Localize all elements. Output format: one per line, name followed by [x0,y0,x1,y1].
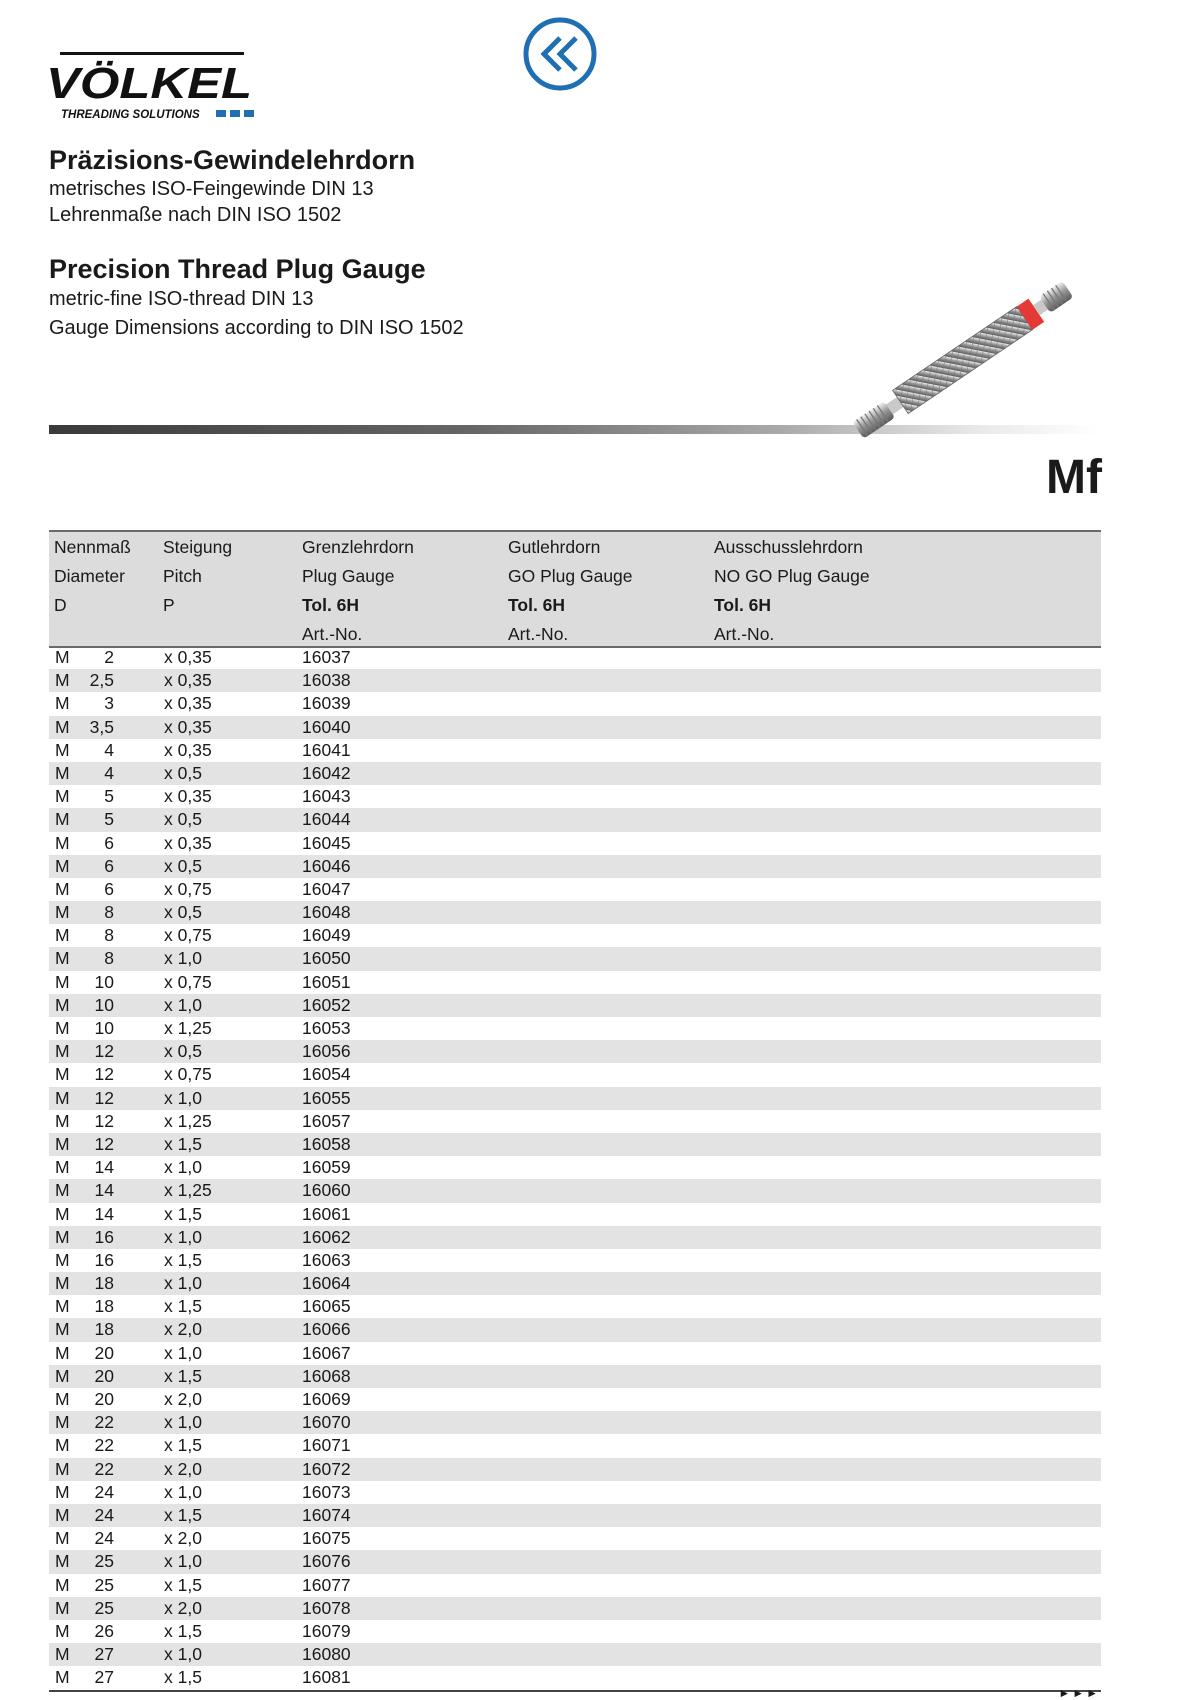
double-chevron-left-circle-icon[interactable] [522,16,598,92]
article-number: 16057 [302,1110,351,1131]
pitch: x 1,5 [164,1203,202,1224]
article-number: 16069 [302,1389,351,1409]
table-row [49,785,1101,808]
article-number: 16064 [302,1273,351,1294]
column-header-go-plug-gauge: Gutlehrdorn GO Plug Gauge Tol. 6H Art.-No. [508,537,633,644]
table-row [49,1458,1101,1481]
nominal-diameter: 12 [94,1133,114,1154]
thread-prefix: M [55,1435,70,1456]
thread-prefix: M [55,1296,70,1317]
thread-prefix: M [55,1203,70,1224]
article-number: 16059 [302,1157,351,1178]
nominal-diameter: 22 [94,1412,114,1433]
article-number: 16060 [302,1180,351,1201]
article-number: 16076 [302,1551,351,1572]
table-row [49,1087,1101,1110]
pitch: x 0,5 [164,809,202,830]
nominal-diameter: 24 [94,1481,114,1502]
nominal-diameter: 12 [94,1041,114,1062]
table-row [49,762,1101,785]
article-number: 16058 [302,1133,351,1154]
table-row [49,1388,1101,1411]
nominal-diameter: 14 [94,1157,114,1178]
nominal-diameter: 25 [94,1597,114,1618]
table-row [49,994,1101,1017]
thread-prefix: M [55,809,70,830]
thread-prefix: M [55,762,70,783]
nominal-diameter: 26 [94,1620,114,1641]
nominal-diameter: 16 [94,1249,114,1270]
subtitle-german-dimensions: Lehrenmaße nach DIN ISO 1502 [49,204,342,226]
table-row [49,924,1101,947]
pitch: x 0,35 [164,670,212,691]
thread-prefix: M [55,1458,70,1479]
pitch: x 0,35 [164,693,212,714]
article-number: 16079 [302,1620,351,1641]
thread-plug-gauge-image [825,245,1115,465]
thread-prefix: M [55,1180,70,1201]
pitch: x 1,5 [164,1504,202,1525]
article-number: 16074 [302,1504,351,1525]
pitch: x 1,5 [164,1133,202,1154]
table-row [49,1666,1101,1689]
thread-prefix: M [55,1018,70,1038]
thread-prefix: M [55,739,70,760]
pitch: x 1,0 [164,1551,202,1572]
subtitle-english-standard: metric-fine ISO-thread DIN 13 [49,288,314,310]
pitch: x 0,35 [164,647,212,667]
table-row [49,646,1101,669]
pitch: x 2,0 [164,1528,202,1549]
triple-arrow-right-icon[interactable]: ►►► [1058,1686,1100,1700]
svg-text:VÖLKEL: VÖLKEL [46,59,253,108]
nominal-diameter: 22 [94,1435,114,1456]
column-header-pitch: Steigung Pitch P [163,537,233,615]
article-number: 16056 [302,1041,351,1062]
thread-prefix: M [55,878,70,899]
article-number: 16048 [302,902,351,923]
article-number: 16051 [302,971,351,992]
table-header [49,530,1101,648]
title-block-german [49,144,415,228]
thread-prefix: M [55,948,70,969]
article-number: 16039 [302,693,351,714]
article-number: 16042 [302,762,351,783]
pitch: x 1,0 [164,1342,202,1363]
article-number: 16061 [302,1203,351,1224]
article-number: 16055 [302,1087,351,1108]
table-row [49,1411,1101,1434]
pitch: x 1,5 [164,1574,202,1595]
article-number: 16040 [302,716,351,737]
table-row [49,1295,1101,1318]
nominal-diameter: 10 [94,1018,114,1038]
article-number: 16065 [302,1296,351,1317]
table-row [49,1550,1101,1573]
article-number: 16050 [302,948,351,969]
thread-prefix: M [55,855,70,876]
table-row [49,1179,1101,1202]
thread-prefix: M [55,1551,70,1572]
article-number: 16075 [302,1528,351,1549]
article-number: 16045 [302,832,351,853]
article-number: 16049 [302,925,351,946]
article-number: 16072 [302,1458,351,1479]
thread-prefix: M [55,902,70,923]
table-row [49,716,1101,739]
table-row [49,1063,1101,1086]
thread-prefix: M [55,1574,70,1595]
nominal-diameter: 20 [94,1389,114,1409]
nominal-diameter: 8 [104,902,114,923]
thread-prefix: M [55,994,70,1015]
table-row [49,1318,1101,1341]
nominal-diameter: 12 [94,1064,114,1085]
pitch: x 0,5 [164,855,202,876]
article-number: 16070 [302,1412,351,1433]
nominal-diameter: 24 [94,1504,114,1525]
thread-prefix: M [55,1041,70,1062]
table-row [49,1040,1101,1063]
table-row [49,832,1101,855]
thread-prefix: M [55,1157,70,1178]
table-row [49,1574,1101,1597]
thread-prefix: M [55,1133,70,1154]
pitch: x 0,5 [164,1041,202,1062]
column-header-plug-gauge: Grenzlehrdorn Plug Gauge Tol. 6H Art.-No. [302,537,414,644]
table-row [49,947,1101,970]
pitch: x 2,0 [164,1389,202,1409]
svg-text:THREADING SOLUTIONS: THREADING SOLUTIONS [61,109,200,121]
pitch: x 0,5 [164,762,202,783]
nominal-diameter: 27 [94,1644,114,1665]
thread-prefix: M [55,1389,70,1409]
thread-prefix: M [55,1342,70,1363]
thread-prefix: M [55,1087,70,1108]
thread-prefix: M [55,1249,70,1270]
thread-prefix: M [55,670,70,691]
article-number: 16063 [302,1249,351,1270]
nominal-diameter: 14 [94,1180,114,1201]
table-row [49,692,1101,715]
article-number: 16047 [302,878,351,899]
pitch: x 1,25 [164,1110,212,1131]
nominal-diameter: 5 [104,786,114,807]
table-bottom-rule [49,1690,1101,1692]
table-row [49,1597,1101,1620]
nominal-diameter: 18 [94,1273,114,1294]
nominal-diameter: 12 [94,1110,114,1131]
thread-prefix: M [55,1620,70,1641]
title-english: Precision Thread Plug Gauge [49,254,426,284]
nominal-diameter: 6 [104,855,114,876]
nominal-diameter: 5 [104,809,114,830]
nominal-diameter: 16 [94,1226,114,1247]
thread-prefix: M [55,1667,70,1688]
pitch: x 1,25 [164,1018,212,1038]
thread-prefix: M [55,1110,70,1131]
table-row [49,1226,1101,1249]
thread-prefix: M [55,1064,70,1085]
pitch: x 1,0 [164,1087,202,1108]
nominal-diameter: 27 [94,1667,114,1688]
thread-prefix: M [55,925,70,946]
category-label: Mf [1046,451,1102,504]
thread-prefix: M [55,1644,70,1665]
table-row [49,901,1101,924]
pitch: x 0,75 [164,878,212,899]
table-row [49,1620,1101,1643]
nominal-diameter: 18 [94,1319,114,1340]
table-row [49,1643,1101,1666]
nominal-diameter: 6 [104,832,114,853]
pitch: x 2,0 [164,1597,202,1618]
thread-prefix: M [55,1273,70,1294]
pitch: x 0,35 [164,739,212,760]
column-header-no-go-plug-gauge: Ausschusslehrdorn NO GO Plug Gauge Tol. 6H Art.-No. [714,537,870,644]
thread-prefix: M [55,786,70,807]
table-row [49,1527,1101,1550]
pitch: x 1,0 [164,1412,202,1433]
nominal-diameter: 10 [94,994,114,1015]
pitch: x 0,75 [164,1064,212,1085]
thread-prefix: M [55,647,70,667]
pitch: x 1,0 [164,1226,202,1247]
pitch: x 1,5 [164,1620,202,1641]
table-row [49,1156,1101,1179]
thread-prefix: M [55,832,70,853]
nominal-diameter: 4 [104,739,114,760]
nominal-diameter: 3 [104,693,114,714]
table-row [49,1272,1101,1295]
nominal-diameter: 22 [94,1458,114,1479]
article-number: 16068 [302,1365,351,1386]
nominal-diameter: 24 [94,1528,114,1549]
pitch: x 1,5 [164,1667,202,1688]
title-block-english [49,253,464,343]
article-number: 16071 [302,1435,351,1456]
article-number: 16054 [302,1064,351,1085]
table-row [49,971,1101,994]
pitch: x 1,25 [164,1180,212,1201]
pitch: x 0,35 [164,716,212,737]
table-row [49,669,1101,692]
column-header-diameter: Nennmaß Diameter D [54,537,131,615]
thread-prefix: M [55,1412,70,1433]
article-number: 16078 [302,1597,351,1618]
thread-prefix: M [55,1597,70,1618]
nominal-diameter: 20 [94,1342,114,1363]
article-number: 16053 [302,1018,351,1038]
pitch: x 1,0 [164,948,202,969]
nominal-diameter: 25 [94,1574,114,1595]
table-row [49,1110,1101,1133]
nominal-diameter: 4 [104,762,114,783]
nominal-diameter: 10 [94,971,114,992]
article-number: 16044 [302,809,351,830]
table-row [49,1017,1101,1040]
table-row [49,1365,1101,1388]
article-number: 16077 [302,1574,351,1595]
table-row [49,1481,1101,1504]
table-row [49,739,1101,762]
title-german: Präzisions-Gewindelehrdorn [49,145,416,175]
pitch: x 1,5 [164,1365,202,1386]
article-number: 16066 [302,1319,351,1340]
table-body [49,646,1101,1689]
pitch: x 1,0 [164,994,202,1015]
nominal-diameter: 20 [94,1365,114,1386]
pitch: x 0,35 [164,832,212,853]
thread-prefix: M [55,716,70,737]
pitch: x 1,0 [164,1157,202,1178]
pitch: x 0,35 [164,786,212,807]
nominal-diameter: 2 [104,647,114,667]
nominal-diameter: 8 [104,948,114,969]
pitch: x 1,0 [164,1481,202,1502]
article-number: 16046 [302,855,351,876]
nominal-diameter: 18 [94,1296,114,1317]
pitch: x 2,0 [164,1319,202,1340]
nominal-diameter: 14 [94,1203,114,1224]
pitch: x 1,5 [164,1296,202,1317]
table-row [49,1249,1101,1272]
article-number: 16038 [302,670,351,691]
table-row [49,808,1101,831]
pitch: x 0,5 [164,902,202,923]
article-number: 16073 [302,1481,351,1502]
thread-prefix: M [55,1504,70,1525]
thread-prefix: M [55,1319,70,1340]
nominal-diameter: 8 [104,925,114,946]
nominal-diameter: 25 [94,1551,114,1572]
table-row [49,1342,1101,1365]
table-row [49,878,1101,901]
voelkel-logo [46,52,266,124]
pitch: x 1,0 [164,1273,202,1294]
nominal-diameter: 6 [104,878,114,899]
pitch: x 0,75 [164,925,212,946]
thread-prefix: M [55,1481,70,1502]
table-row [49,1203,1101,1226]
article-number: 16067 [302,1342,351,1363]
subtitle-english-dimensions: Gauge Dimensions according to DIN ISO 1502 [49,317,464,339]
article-number: 16043 [302,786,351,807]
pitch: x 0,75 [164,971,212,992]
article-number: 16081 [302,1667,351,1688]
thread-prefix: M [55,1226,70,1247]
pitch: x 1,5 [164,1249,202,1270]
article-number: 16080 [302,1644,351,1665]
thread-prefix: M [55,693,70,714]
article-number: 16062 [302,1226,351,1247]
pitch: x 2,0 [164,1458,202,1479]
nominal-diameter: 2,5 [89,670,114,691]
nominal-diameter: 12 [94,1087,114,1108]
thread-prefix: M [55,1365,70,1386]
article-number: 16041 [302,739,351,760]
thread-prefix: M [55,1528,70,1549]
pitch: x 1,0 [164,1644,202,1665]
nominal-diameter: 3,5 [89,716,114,737]
table-row [49,1504,1101,1527]
table-row [49,1133,1101,1156]
table-row [49,855,1101,878]
article-number: 16037 [302,647,351,667]
pitch: x 1,5 [164,1435,202,1456]
subtitle-german-standard: metrisches ISO-Feingewinde DIN 13 [49,178,374,200]
article-number: 16052 [302,994,351,1015]
thread-prefix: M [55,971,70,992]
table-row [49,1434,1101,1457]
